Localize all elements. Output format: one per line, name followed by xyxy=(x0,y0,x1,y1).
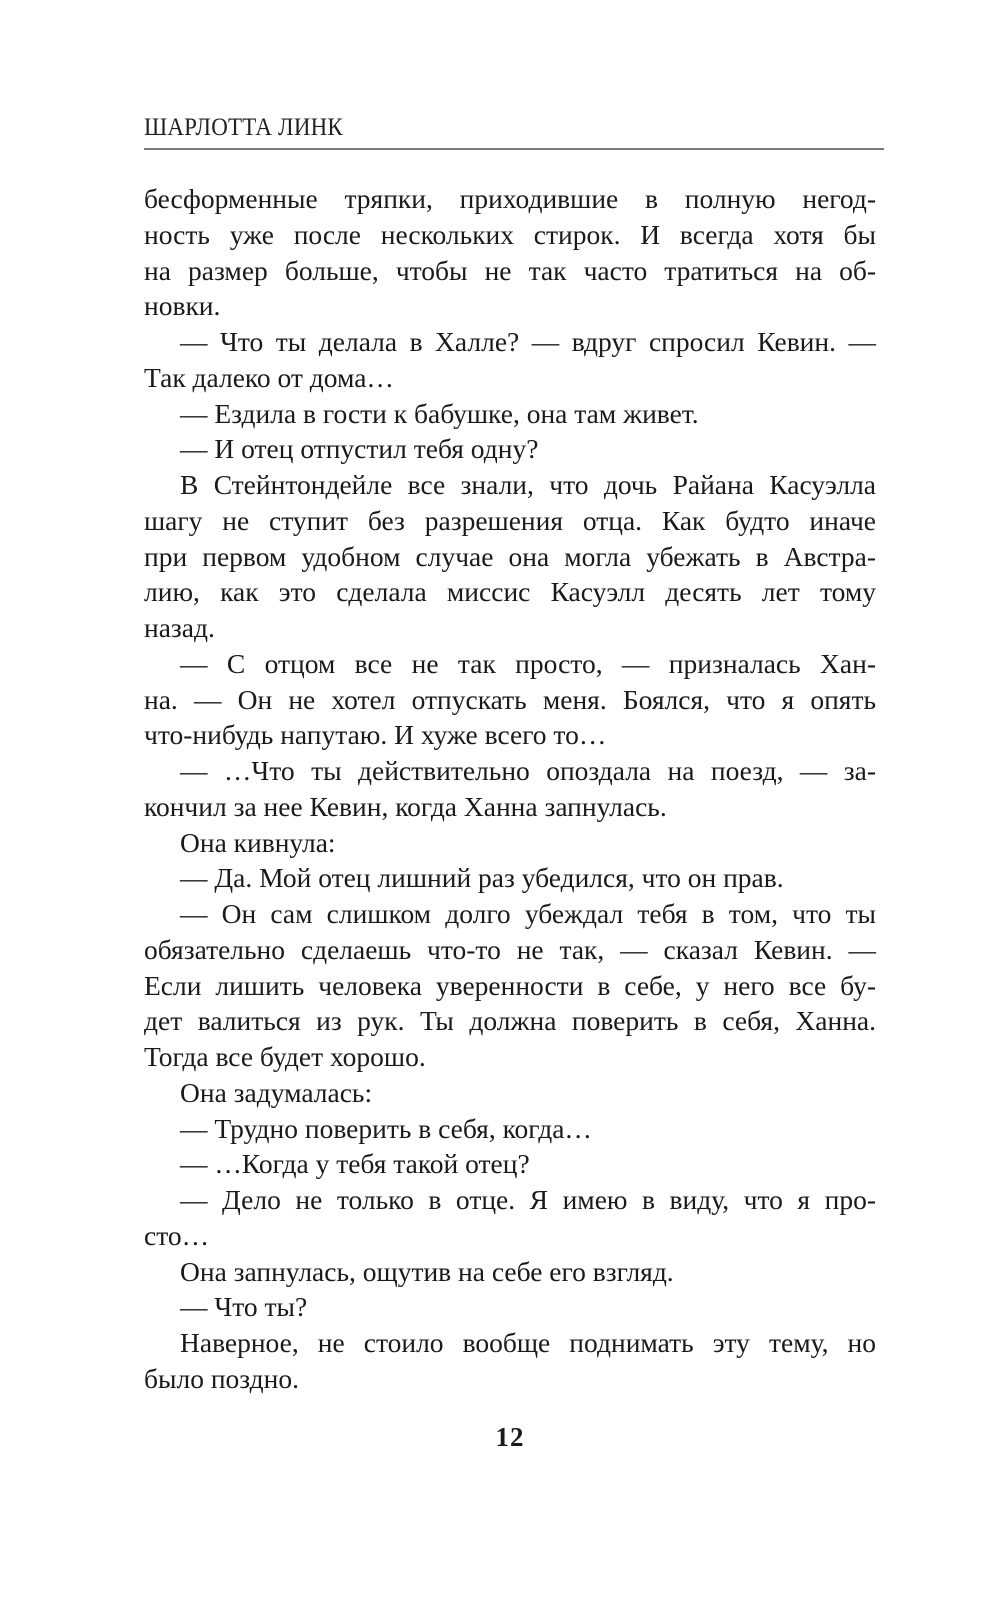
text-line: ность уже после нескольких стирок. И всегда хотя бы xyxy=(144,218,876,250)
text-line: В Стейнтондейле все знали, что дочь Райана Касуэлла xyxy=(180,469,876,500)
text-line: обязательно сделаешь что-то не так, — сказал Кевин. — xyxy=(144,933,876,965)
text-line: лию, как это сделала миссис Касуэлл десять лет тому xyxy=(144,576,876,608)
text-line: Если лишить человека уверенности в себе, у него все бу- xyxy=(144,969,876,1001)
text-line: новки. xyxy=(144,290,221,322)
text-line: что-нибудь напутаю. И хуже всего то… xyxy=(144,719,607,751)
text-line: на. — Он не хотел отпускать меня. Боялся, что я опять xyxy=(144,683,876,715)
text-line: — Он сам слишком долго убеждал тебя в том, что ты xyxy=(180,898,876,929)
text-line: Она кивнула: xyxy=(180,826,336,858)
text-line: Наверное, не стоило вообще поднимать эту тему, но xyxy=(180,1327,876,1358)
running-head-author: ШАРЛОТТА ЛИНК xyxy=(144,114,343,141)
text-line: — …Когда у тебя такой отец? xyxy=(180,1148,530,1180)
text-line: шагу не ступит без разрешения отца. Как будто иначе xyxy=(144,504,876,536)
text-line: — Что ты делала в Халле? — вдруг спросил Кевин. — xyxy=(180,326,876,357)
text-line: назад. xyxy=(144,612,215,643)
text-line: Она запнулась, ощутив на себе его взгляд. xyxy=(180,1255,674,1287)
text-line: дет валиться из рук. Ты должна поверить в себя, Ханна. xyxy=(144,1005,876,1037)
page-number: 12 xyxy=(495,1422,525,1452)
running-head xyxy=(144,114,884,150)
text-line: Она задумалась: xyxy=(180,1076,373,1108)
text-line: — С отцом все не так просто, — призналась Хан- xyxy=(180,647,876,679)
text-line: бесформенные тряпки, приходившие в полную негод- xyxy=(144,183,876,214)
text-line: — И отец отпустил тебя одну? xyxy=(180,433,539,465)
body-text xyxy=(144,181,876,1397)
text-line: Тогда все будет хорошо. xyxy=(144,1041,426,1072)
text-line: — Трудно поверить в себя, когда… xyxy=(180,1112,592,1144)
text-line: — Что ты? xyxy=(180,1291,308,1323)
text-line: при первом удобном случае она могла убежать в Австра- xyxy=(144,540,876,572)
text-line: — Ездила в гости к бабушке, она там живет. xyxy=(180,397,699,429)
text-line: — …Что ты действительно опоздала на поезд, — за- xyxy=(180,755,876,786)
text-line: было поздно. xyxy=(144,1362,299,1394)
text-line: Так далеко от дома… xyxy=(144,361,394,393)
text-line: на размер больше, чтобы не так часто тратиться на об- xyxy=(144,254,876,286)
text-line: сто… xyxy=(144,1219,210,1251)
text-line: — Дело не только в отце. Я имею в виду, что я про- xyxy=(180,1184,876,1215)
text-line: кончил за нее Кевин, когда Ханна запнулась. xyxy=(144,790,667,822)
text-line: — Да. Мой отец лишний раз убедился, что он прав. xyxy=(180,862,784,894)
